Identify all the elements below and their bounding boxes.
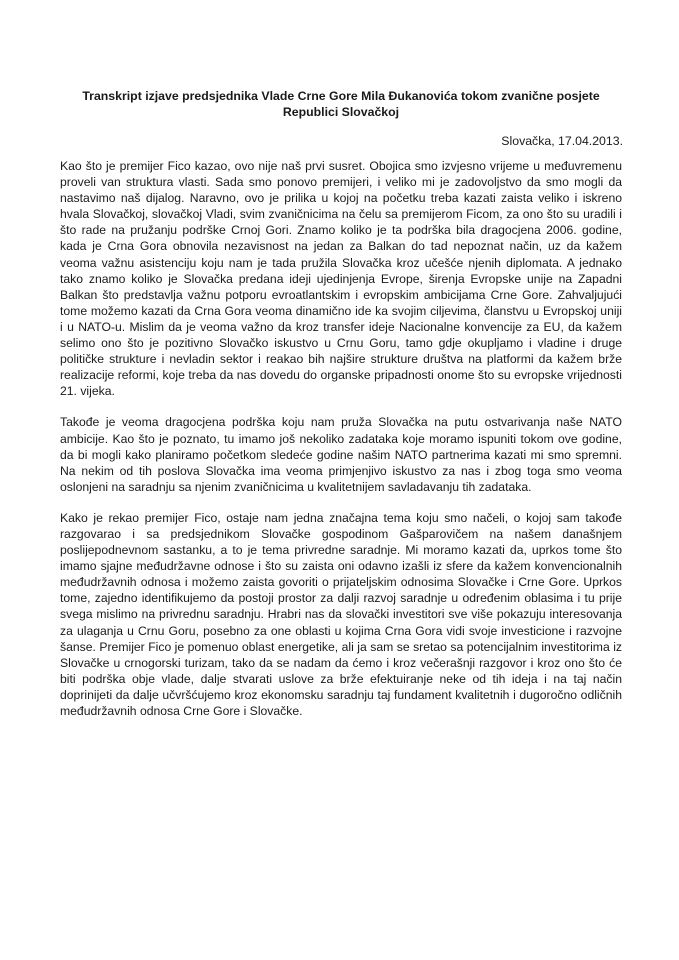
paragraph: Takođe je veoma dragocjena podrška koju nam pruža Slovačka na putu ostvarivanja naše NATO ambicije. Kao što je poznato, tu imamo još nekoliko zadataka koje moramo ispuniti tokom ove godine, da bi mogli kako planiramo početkom sledeće godine našim NATO partnerima kazati mi smo spremni. Na nekim od tih poslova Slovačka ima veoma primjenjivo iskustvo za nas i zbog toga smo veoma oslonjeni na saradnju sa njenim zvaničnicima u kvalitetnijem savladavanju tih zadataka. (60, 415, 622, 494)
paragraph: Kako je rekao premijer Fico, ostaje nam jedna značajna tema koju smo načeli, o kojoj sam takođe razgovarao i sa predsjednikom Slovačke gospodinom Gašparovičem na našem današnjem poslijepodnevnom sastanku, a to je tema privredne saradnje. Mi moramo kazati da, uprkos tome što imamo sjajne međudržavne odnose i što su zaista oni odavno izašli iz sfere da kažem konvencionalnih međudržavnih odnosa i možemo zaista govoriti o prijateljskim odnosima Slovačke i Crne Gore. Uprkos tome, zajedno identifikujemo da postoji prostor za dalji razvoj saradnje u određenim oblasima i tu prije svega mislimo na privrednu saradnju. Hrabri nas da slovački investitori sve više pokazuju interesovanja za ulaganja u Crnu Goru, posebno za one oblasti u kojima Crna Gora vidi svoje investicione i razvojne šanse. Premijer Fico je pomenuo oblast energetike, ali ja sam se sretao sa potencijalnim investitorima iz Slovačke u crnogorski turizam, tako da se nadam da ćemo i kroz večerašnji razgovor i kroz ono što će biti podrška obje vlade, dalje stvarati uslove za brže efektuiranje neke od tih ideja i na taj način doprinijeti da dalje učvršćujemo kroz ekonomsku saradnju taj fundament kvalitetnih i dugoročno odličnih međudržavnih odnosa Crne Gore i Slovačke. (60, 510, 622, 718)
paragraph: Kao što je premijer Fico kazao, ovo nije naš prvi susret. Obojica smo izvjesno vrijeme u međuvremenu proveli van struktura vlasti. Sada smo ponovo premijeri, i veliko mi je zadovoljstvo da smo mogli da nastavimo naš dijalog. Naravno, ovo je prilika u kojoj na početku treba kazati zaista veliko i iskreno hvala Slovačkoj, slovačkoj Vladi, svim zvaničnicima na čelu sa premijerom Ficom, za ono što su uradili i što rade na pružanju podrške Crnoj Gori. Znamo koliko je ta podrška bila dragocjena 2006. godine, kada je Crna Gora obnovila nezavisnost na jedan za Balkan do tad nepoznat način, uz da kažem veoma važnu asistenciju koju nam je tada pružila Slovačka kroz učešće njenih diplomata. A jednako tako znamo koliko je Slovačka predana ideji ujedinjenja Evrope, širenja Evropske unije na Zapadni Balkan što predstavlja važnu potporu evroatlantskim i evropskim ambicijama Crne Gore. Zahvaljujući tome možemo kazati da Crna Gora veoma dinamično ide ka svojim ciljevima, članstvu u Evropskoj uniji i u NATO-u. Mislim da je veoma važno da kroz transfer ideje Nacionalne konvencije za EU, da kažem selimo ono što je pozitivno Slovačko iskustvo u Crnu Goru, tamo gdje okupljamo i vladine i druge političke strukture i nevladin sektor i reakao bih najšire strukture društva na platformi da kažem brže realizacije reformi, koje treba da nas dovedu do organske pripadnosti onome što su evropske vrijednosti 21. vijeka. (60, 159, 622, 399)
date-line: Slovačka, 17.04.2013. (501, 134, 623, 148)
document-title: Transkript izjave predsjednika Vlade Crne Gore Mila Đukanovića tokom zvanične posjete Republici Slovačkoj (82, 89, 600, 119)
document-body (60, 158, 622, 734)
